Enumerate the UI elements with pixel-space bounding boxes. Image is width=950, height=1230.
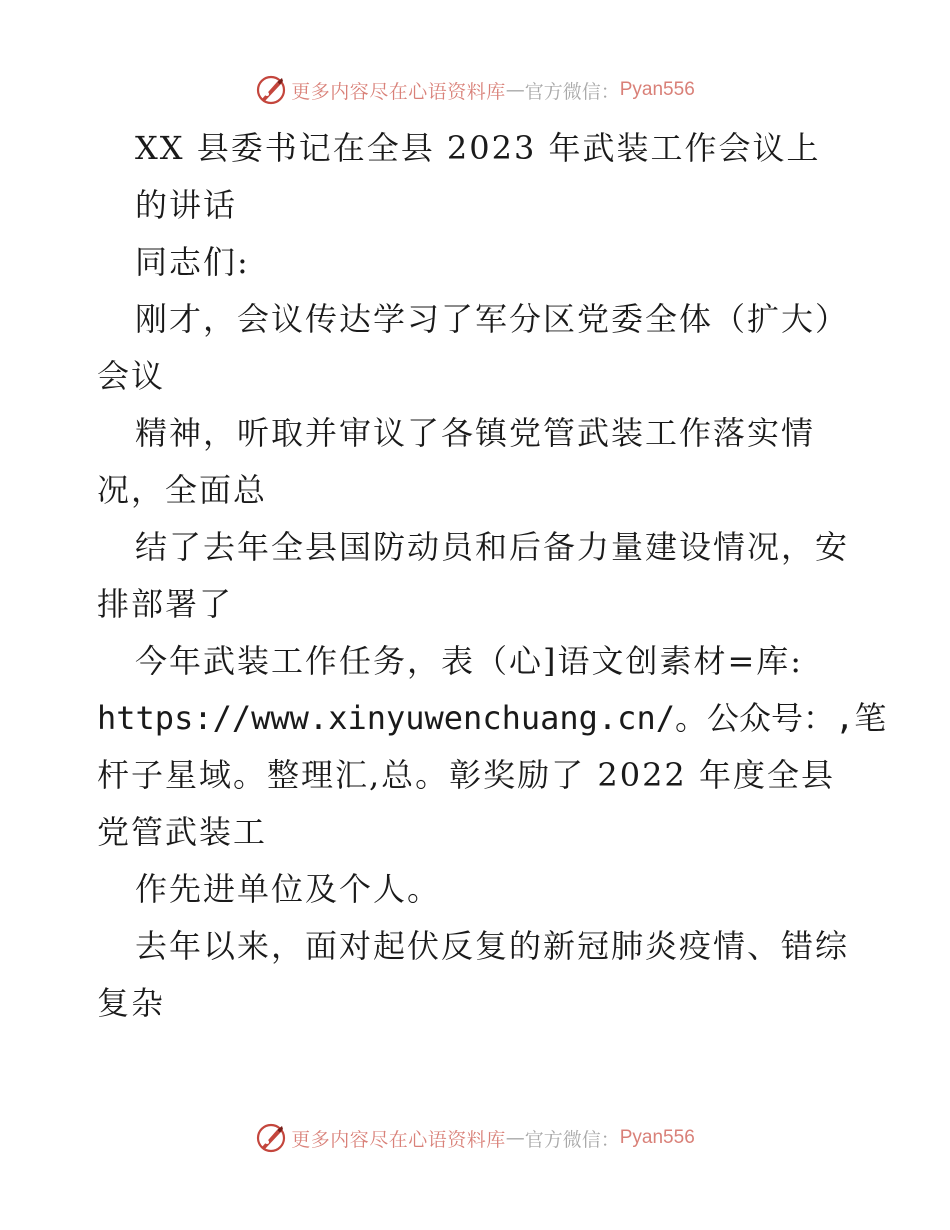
quill-logo-icon [255,74,287,106]
document-line: 结了去年全县国防动员和后备力量建设情况，安 [135,528,850,566]
footer-watermark-banner [0,1118,950,1158]
document-line: 作先进单位及个人。 [135,870,442,908]
document-line: 精神，听取并审议了各镇党管武装工作落实情 [135,414,816,452]
document-line: https://www.xinyuwenchuang.cn/。公众号：,笔 [97,699,887,737]
document-line: 去年以来，面对起伏反复的新冠肺炎疫情、错综 [135,927,850,965]
document-line: 复杂 [97,984,166,1022]
document-body [97,120,897,1032]
quill-logo-icon [255,1122,287,1154]
banner-wechat-label: 官方微信： [524,80,620,103]
banner-wechat-id: Pyan556 [619,79,695,100]
document-line: 同志们: [135,243,250,281]
document-line: 的讲话 [135,186,238,224]
banner-site-text: 更多内容尽在心语资料库 [291,1128,506,1151]
document-line: 排部署了 [97,585,234,623]
document-line: 党管武装工 [97,813,268,851]
banner-separator: — [505,1127,525,1149]
banner-separator: — [505,79,525,101]
banner-site-text: 更多内容尽在心语资料库 [291,80,506,103]
document-line: XX 县委书记在全县 2023 年武装工作会议上 [135,129,821,167]
document-line: 况，全面总 [97,471,268,509]
banner-wechat-id: Pyan556 [619,1127,695,1148]
document-line: 刚才，会议传达学习了军分区党委全体（扩大） [135,300,850,338]
header-watermark-banner [0,70,950,110]
document-line: 会议 [97,357,166,395]
document-line: 今年武装工作任务，表（心]语文创素材=库: [135,642,804,680]
document-line: 杆子星域。整理汇,总。彰奖励了 2022 年度全县 [97,756,835,794]
banner-wechat-label: 官方微信： [524,1128,620,1151]
